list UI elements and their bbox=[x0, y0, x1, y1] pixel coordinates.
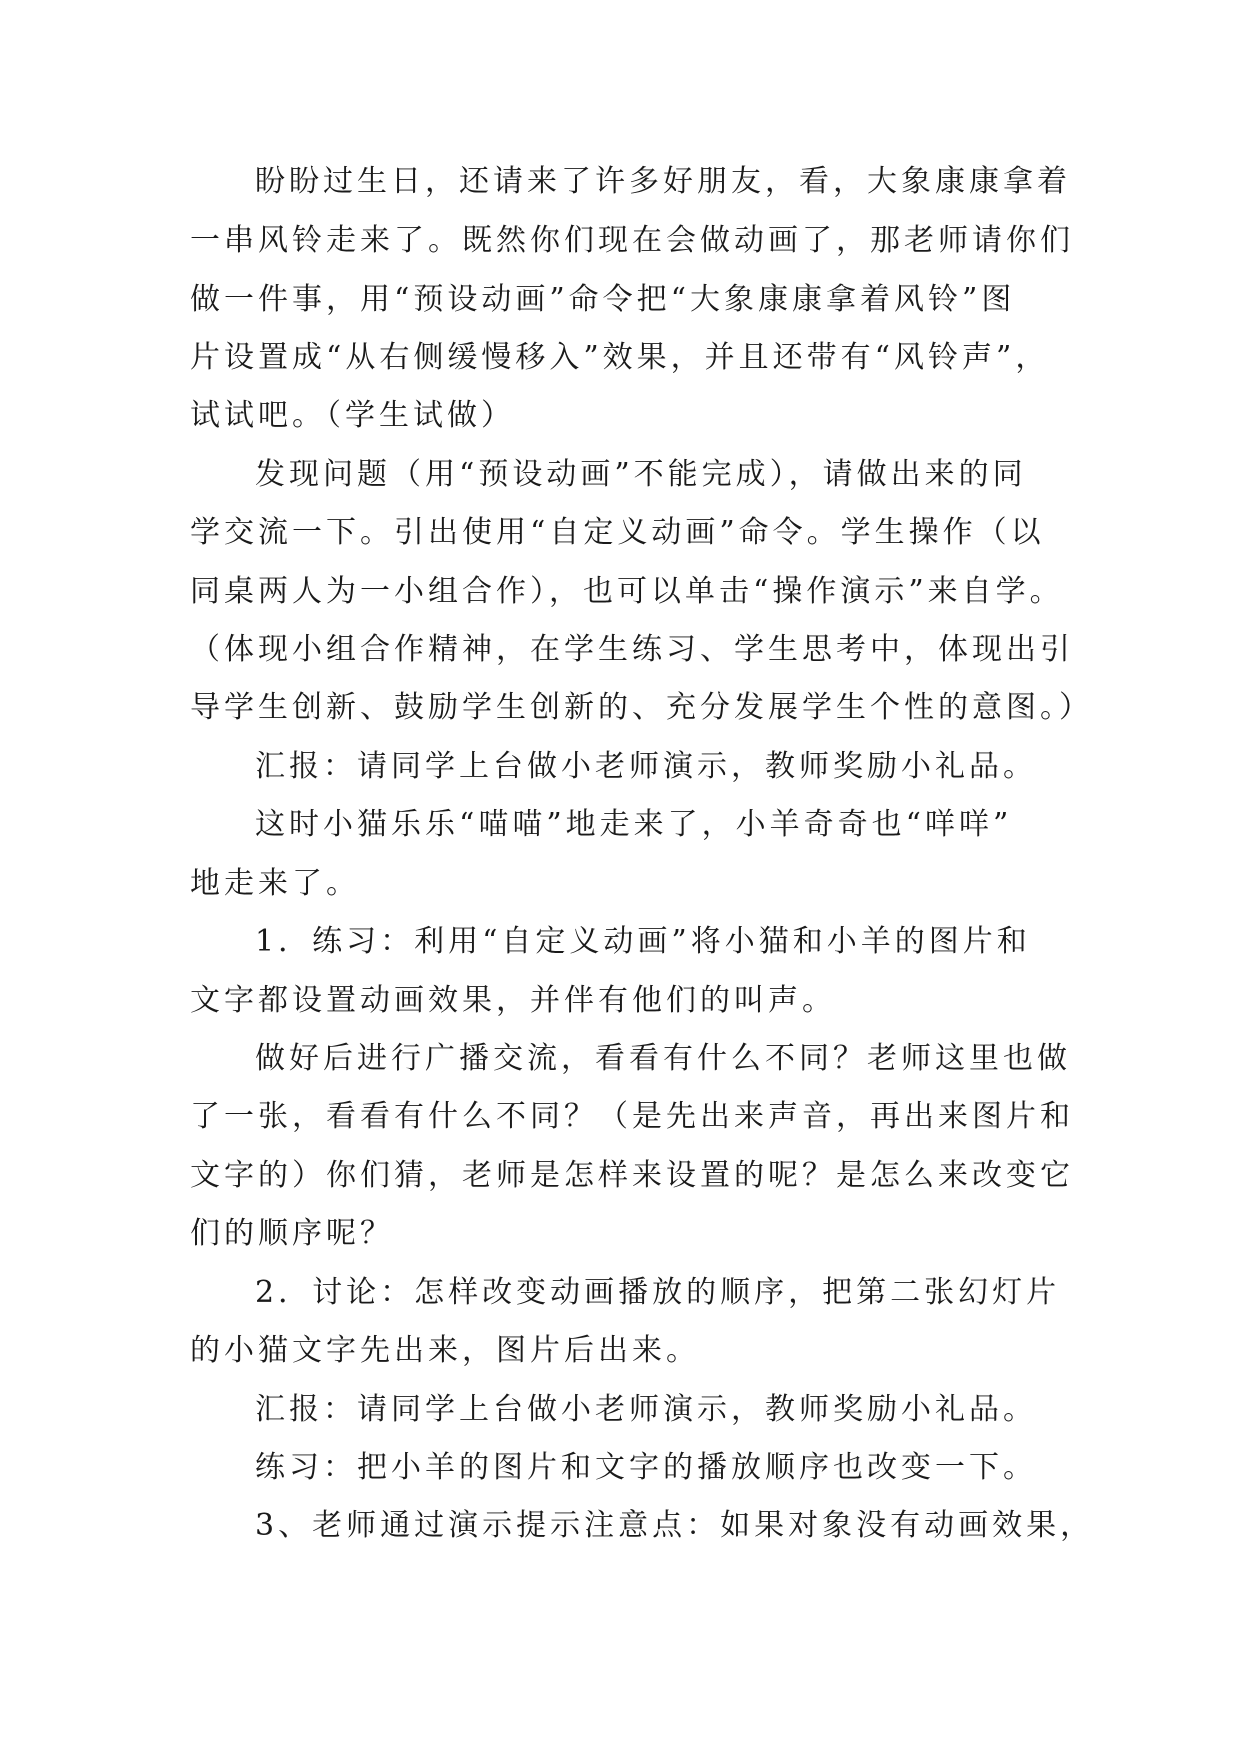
text-line: 这时小猫乐乐“喵喵”地走来了，小羊奇奇也“咩咩” bbox=[255, 807, 1013, 842]
text-line: 盼盼过生日，还请来了许多好朋友，看，大象康康拿着 bbox=[255, 164, 1071, 199]
text-line: 地走来了。 bbox=[190, 866, 360, 901]
text-line: 试试吧。（学生试做） bbox=[190, 398, 515, 433]
text-line: 导学生创新、鼓励学生创新的、充分发展学生个性的意图。） bbox=[190, 690, 1093, 725]
text-line: 练习：把小羊的图片和文字的播放顺序也改变一下。 bbox=[255, 1450, 1037, 1485]
text-line: 文字都设置动画效果，并伴有他们的叫声。 bbox=[190, 983, 836, 1018]
text-line: （体现小组合作精神，在学生练习、学生思考中，体现出引 bbox=[190, 632, 1074, 667]
text-line: 3、老师通过演示提示注意点：如果对象没有动画效果， bbox=[255, 1508, 1095, 1543]
text-line: 同桌两人为一小组合作），也可以单击“操作演示”来自学。 bbox=[190, 574, 1064, 609]
text-line: 2．讨论：怎样改变动画播放的顺序，把第二张幻灯片 bbox=[255, 1275, 1061, 1310]
text-line: 做一件事，用“预设动画”命令把“大象康康拿着风铃”图 bbox=[190, 282, 1016, 317]
text-line: 汇报：请同学上台做小老师演示，教师奖励小礼品。 bbox=[255, 749, 1037, 784]
text-line: 的小猫文字先出来，图片后出来。 bbox=[190, 1333, 700, 1368]
text-line: 片设置成“从右侧缓慢移入”效果，并且还带有“风铃声”， bbox=[190, 340, 1050, 375]
text-line: 发现问题（用“预设动画”不能完成），请做出来的同 bbox=[255, 457, 1027, 492]
text-line: 们的顺序呢？ bbox=[190, 1216, 394, 1251]
text-line: 一串风铃走来了。既然你们现在会做动画了，那老师请你们 bbox=[190, 223, 1074, 258]
text-line: 1．练习：利用“自定义动画”将小猫和小羊的图片和 bbox=[255, 924, 1031, 959]
text-line: 汇报：请同学上台做小老师演示，教师奖励小礼品。 bbox=[255, 1392, 1037, 1427]
text-line: 文字的）你们猜，老师是怎样来设置的呢？是怎么来改变它 bbox=[190, 1158, 1074, 1193]
text-line: 做好后进行广播交流，看看有什么不同？老师这里也做 bbox=[255, 1041, 1071, 1076]
text-line: 学交流一下。引出使用“自定义动画”命令。学生操作（以 bbox=[190, 515, 1045, 550]
text-line: 了一张，看看有什么不同？（是先出来声音，再出来图片和 bbox=[190, 1099, 1074, 1134]
